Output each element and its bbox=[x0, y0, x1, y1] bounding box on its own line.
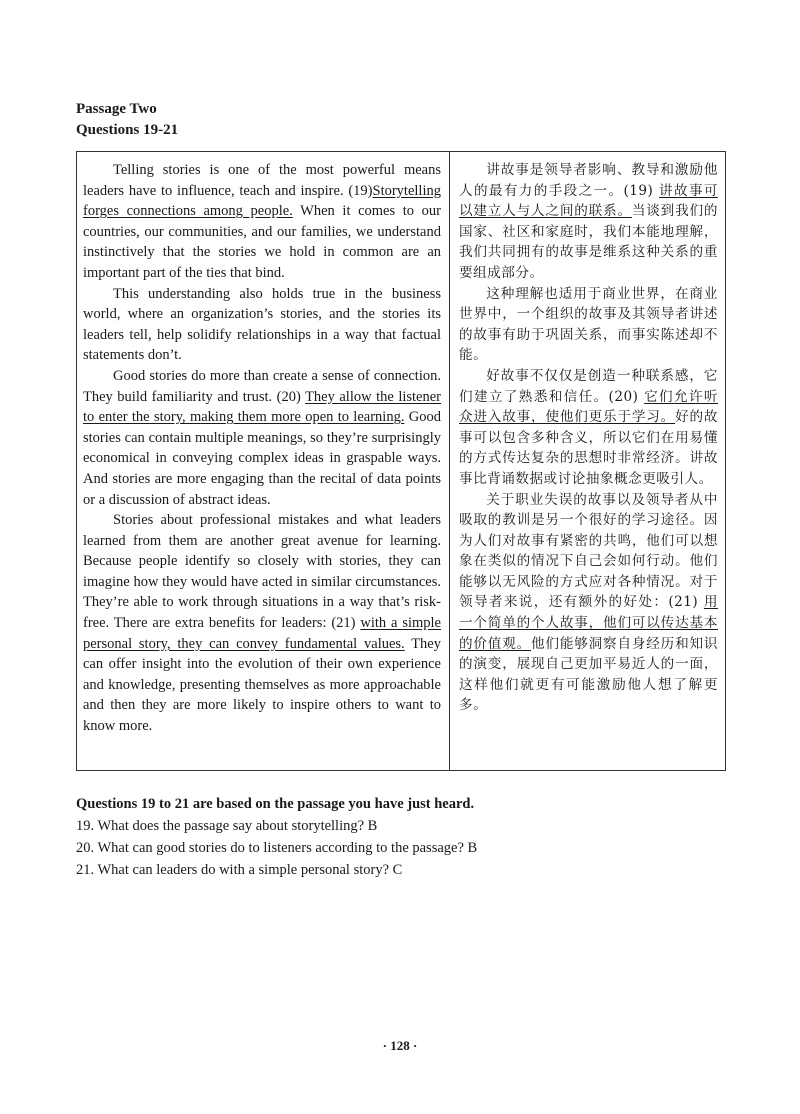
column-divider bbox=[449, 152, 450, 770]
chinese-paragraph-1: 讲故事是领导者影响、教导和激励他人的最有力的手段之一。(19) 讲故事可以建立人与人之间的联系。当谈到我们的国家、社区和家庭时，我们本能地理解，我们共同拥有的故事是维系这种关系的重要组成部分。 bbox=[459, 162, 718, 281]
answer-20-underline: They allow the listener to enter the story, making them more open to learning. bbox=[83, 388, 441, 426]
chinese-column bbox=[459, 160, 718, 716]
chinese-paragraph-3: 好故事不仅仅是创造一种联系感，它们建立了熟悉和信任。(20) 它们允许听众进入故事，使他们更乐于学习。好的故事可以包含多种含义，所以它们在用易懂的方式传达复杂的思想时非常经济。讲故事比背诵数据或讨论抽象概念更吸引人。 bbox=[459, 367, 718, 487]
questions-range: Questions 19-21 bbox=[76, 122, 179, 138]
english-column bbox=[83, 160, 441, 737]
chinese-paragraph-4: 关于职业失误的故事以及领导者从中吸取的教训是另一个很好的学习途径。因为人们对故事有紧密的共鸣，他们可以想象在类似的情况下自己会如何行动。他们能够以无风险的方式应对各种情况。对于领导者来说，还有额外的好处：(21) 用一个简单的个人故事，他们可以传达基本的价值观。他们能够洞察自身经历和知识的演变，展现自己更加平易近人的一面，这样他们就更有可能激励他人想了解更多。 bbox=[459, 491, 718, 714]
answer-21-underline-zh: 用一个简单的个人故事，他们可以传达基本的价值观。 bbox=[459, 594, 718, 652]
english-paragraph-4: Stories about professional mistakes and what leaders learned from them are another great avenue for learning. Because people identify so closely with stories, they can imagine how they would have acted in similar circumstances. They’re able to work through situations in a way that’s risk-free. There are extra benefits for leaders: (21) with a simple personal story, they can convey fundamental values. They can offer insight into the evolution of their own experience and knowledge, presenting themselves as more approachable and then they are more likely to inspire others to want to know more. bbox=[83, 512, 441, 735]
questions-heading: Questions 19 to 21 are based on the passage you have just heard. bbox=[76, 796, 475, 812]
answer-20-underline-zh: 它们允许听众进入故事，使他们更乐于学习。 bbox=[459, 388, 718, 426]
question-21: 21. What can leaders do with a simple personal story? C bbox=[76, 862, 403, 878]
english-paragraph-1: Telling stories is one of the most powerful means leaders have to influence, teach and inspire. (19)Storytelling forges connections among people. When it comes to our countries, our communities, and our families, we understand instinctively that the stories we hold in common are an important part of the ties that bind. bbox=[83, 162, 441, 281]
answer-19-underline-zh: 讲故事可以建立人与人之间的联系。 bbox=[459, 182, 718, 220]
question-20: 20. What can good stories do to listeners according to the passage? B bbox=[76, 840, 478, 856]
english-paragraph-3: Good stories do more than create a sense of connection. They build familiarity and trust. (20) They allow the listener to enter the story, making them more open to learning. Good stories can contain multiple meanings, so they’re surprisingly economical in conveying complex ideas in graspable ways. And stories are more engaging than the recital of data points or a discussion of abstract ideas. bbox=[83, 367, 441, 508]
chinese-paragraph-2: 这种理解也适用于商业世界，在商业世界中，一个组织的故事及其领导者讲述的故事有助于巩固关系，而事实陈述却不能。 bbox=[459, 285, 718, 364]
english-paragraph-2: This understanding also holds true in the business world, where an organization’s stories, and the stories its leaders tell, help solidify relationships in a way that factual statements don’t. bbox=[83, 285, 441, 364]
questions-section bbox=[76, 793, 736, 881]
page-number: · 128 · bbox=[382, 1038, 418, 1053]
answer-21-underline: with a simple personal story, they can convey fundamental values. bbox=[83, 615, 441, 652]
passage-title: Passage Two bbox=[76, 101, 157, 117]
answer-19-underline: Storytelling forges connections among people. bbox=[83, 182, 441, 220]
passage-table bbox=[76, 151, 726, 771]
question-19: 19. What does the passage say about storytelling? B bbox=[76, 818, 378, 834]
